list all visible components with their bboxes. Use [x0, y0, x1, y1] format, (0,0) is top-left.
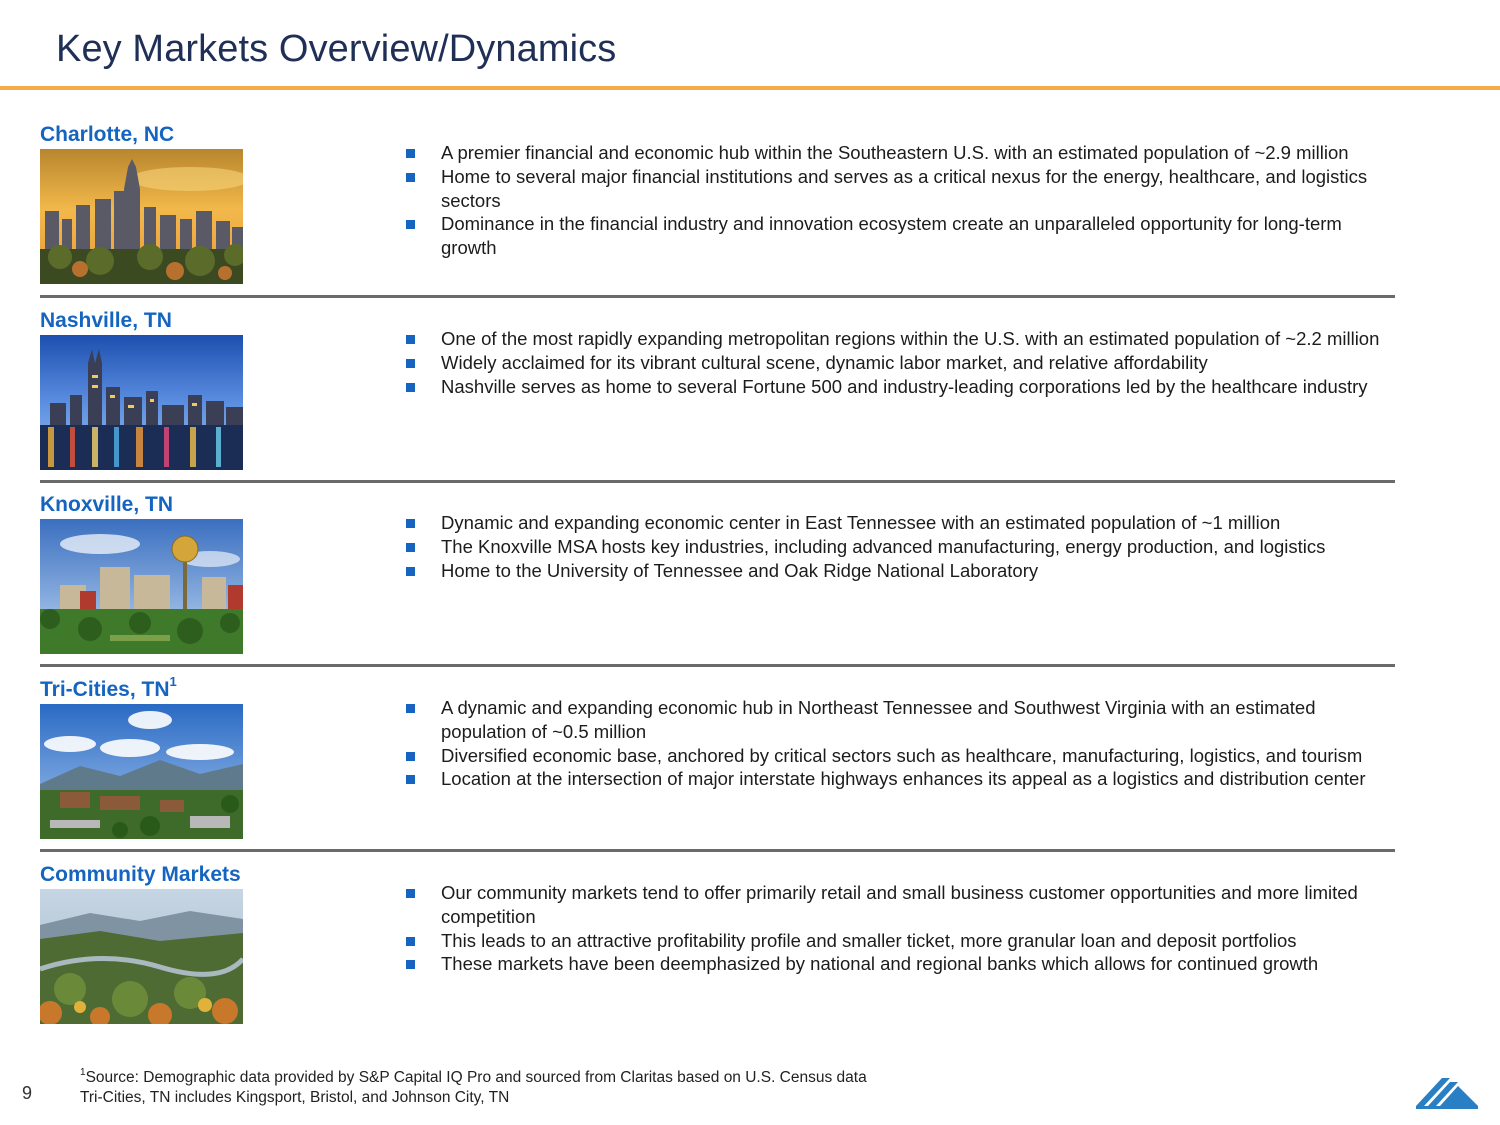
section-divider — [40, 480, 1395, 483]
bullet-item: Home to the University of Tennessee and Oak Ridge National Laboratory — [404, 559, 1389, 583]
bullet-square-icon — [406, 752, 415, 761]
bullet-square-icon — [406, 704, 415, 713]
bullet-item: The Knoxville MSA hosts key industries, including advanced manufacturing, energy production, and logistics — [404, 535, 1389, 559]
bullet-item: Diversified economic base, anchored by critical sectors such as healthcare, manufacturing, logistics, and tourism — [404, 744, 1389, 768]
bullet-item: A premier financial and economic hub within the Southeastern U.S. with an estimated population of ~2.9 million — [404, 141, 1389, 165]
nashville-skyline-photo — [40, 335, 243, 470]
bullet-item: One of the most rapidly expanding metropolitan regions within the U.S. with an estimated population of ~2.2 million — [404, 327, 1389, 351]
charlotte-skyline-photo — [40, 149, 243, 284]
bullet-square-icon — [406, 960, 415, 969]
bullet-square-icon — [406, 383, 415, 392]
community-markets-aerial-photo — [40, 889, 243, 1024]
bullet-list — [404, 141, 1389, 260]
bullet-square-icon — [406, 335, 415, 344]
footnote — [80, 1064, 867, 1108]
footnote-line-source: $^1$Source: Demographic data provided by S&P Capital IQ Pro and sourced from Claritas based on U.S. Census data — [80, 1067, 867, 1087]
bullet-square-icon — [406, 937, 415, 946]
market-section-knoxville — [40, 491, 1395, 667]
bullet-list — [404, 881, 1389, 976]
page-number: 9 — [22, 1083, 33, 1103]
bullet-item: Dominance in the financial industry and innovation ecosystem create an unparalleled opportunity for long-term growth — [404, 212, 1389, 260]
bullet-square-icon — [406, 543, 415, 552]
bullet-square-icon — [406, 889, 415, 898]
bullet-item: Widely acclaimed for its vibrant cultural scene, dynamic labor market, and relative affordability — [404, 351, 1389, 375]
bullet-square-icon — [406, 220, 415, 229]
bullet-square-icon — [406, 519, 415, 528]
bullet-item: This leads to an attractive profitability profile and smaller ticket, more granular loan and deposit portfolios — [404, 929, 1389, 953]
bullet-item: These markets have been deemphasized by national and regional banks which allows for continued growth — [404, 952, 1389, 976]
section-divider — [40, 295, 1395, 298]
market-title: Nashville, TN — [40, 309, 172, 332]
bullet-square-icon — [406, 173, 415, 182]
bullet-list — [404, 696, 1389, 791]
section-divider — [40, 849, 1395, 852]
bullet-square-icon — [406, 775, 415, 784]
bullet-item: Location at the intersection of major interstate highways enhances its appeal as a logistics and distribution center — [404, 767, 1389, 791]
market-section-tri-cities — [40, 676, 1395, 852]
bullet-item: Our community markets tend to offer primarily retail and small business customer opportunities and more limited competition — [404, 881, 1389, 929]
market-title: Charlotte, NC — [40, 123, 175, 146]
bullet-square-icon — [406, 359, 415, 368]
bullet-item: A dynamic and expanding economic hub in Northeast Tennessee and Southwest Virginia with an estimated population of ~0.5 million — [404, 696, 1389, 744]
market-section-community-markets — [40, 861, 1395, 1037]
bullet-square-icon — [406, 567, 415, 576]
page-title: Key Markets Overview/Dynamics — [56, 28, 617, 70]
section-divider — [40, 664, 1395, 667]
bullet-item: Dynamic and expanding economic center in East Tennessee with an estimated population of ~1 million — [404, 511, 1389, 535]
market-title: Tri-Cities, $TN^1$ — [40, 674, 177, 701]
bullet-item: Home to several major financial institutions and serves as a critical nexus for the energy, healthcare, and logistics sectors — [404, 165, 1389, 213]
market-title: Community Markets — [40, 863, 241, 886]
bullet-item: Nashville serves as home to several Fortune 500 and industry-leading corporations led by the healthcare industry — [404, 375, 1389, 399]
market-title: Knoxville, TN — [40, 493, 174, 516]
bullet-square-icon — [406, 149, 415, 158]
bullet-list — [404, 327, 1389, 398]
tri-cities-landscape-photo — [40, 704, 243, 839]
market-section-nashville — [40, 307, 1395, 483]
title-underline — [0, 86, 1500, 90]
market-section-charlotte — [40, 121, 1395, 297]
bullet-list — [404, 511, 1389, 582]
knoxville-skyline-photo — [40, 519, 243, 654]
footnote-marker: 1 — [169, 674, 177, 689]
mountain-logo-icon — [1416, 1074, 1478, 1110]
footnote-line-tri-cities: Tri-Cities, TN includes Kingsport, Bristol, and Johnson City, TN — [80, 1089, 510, 1107]
